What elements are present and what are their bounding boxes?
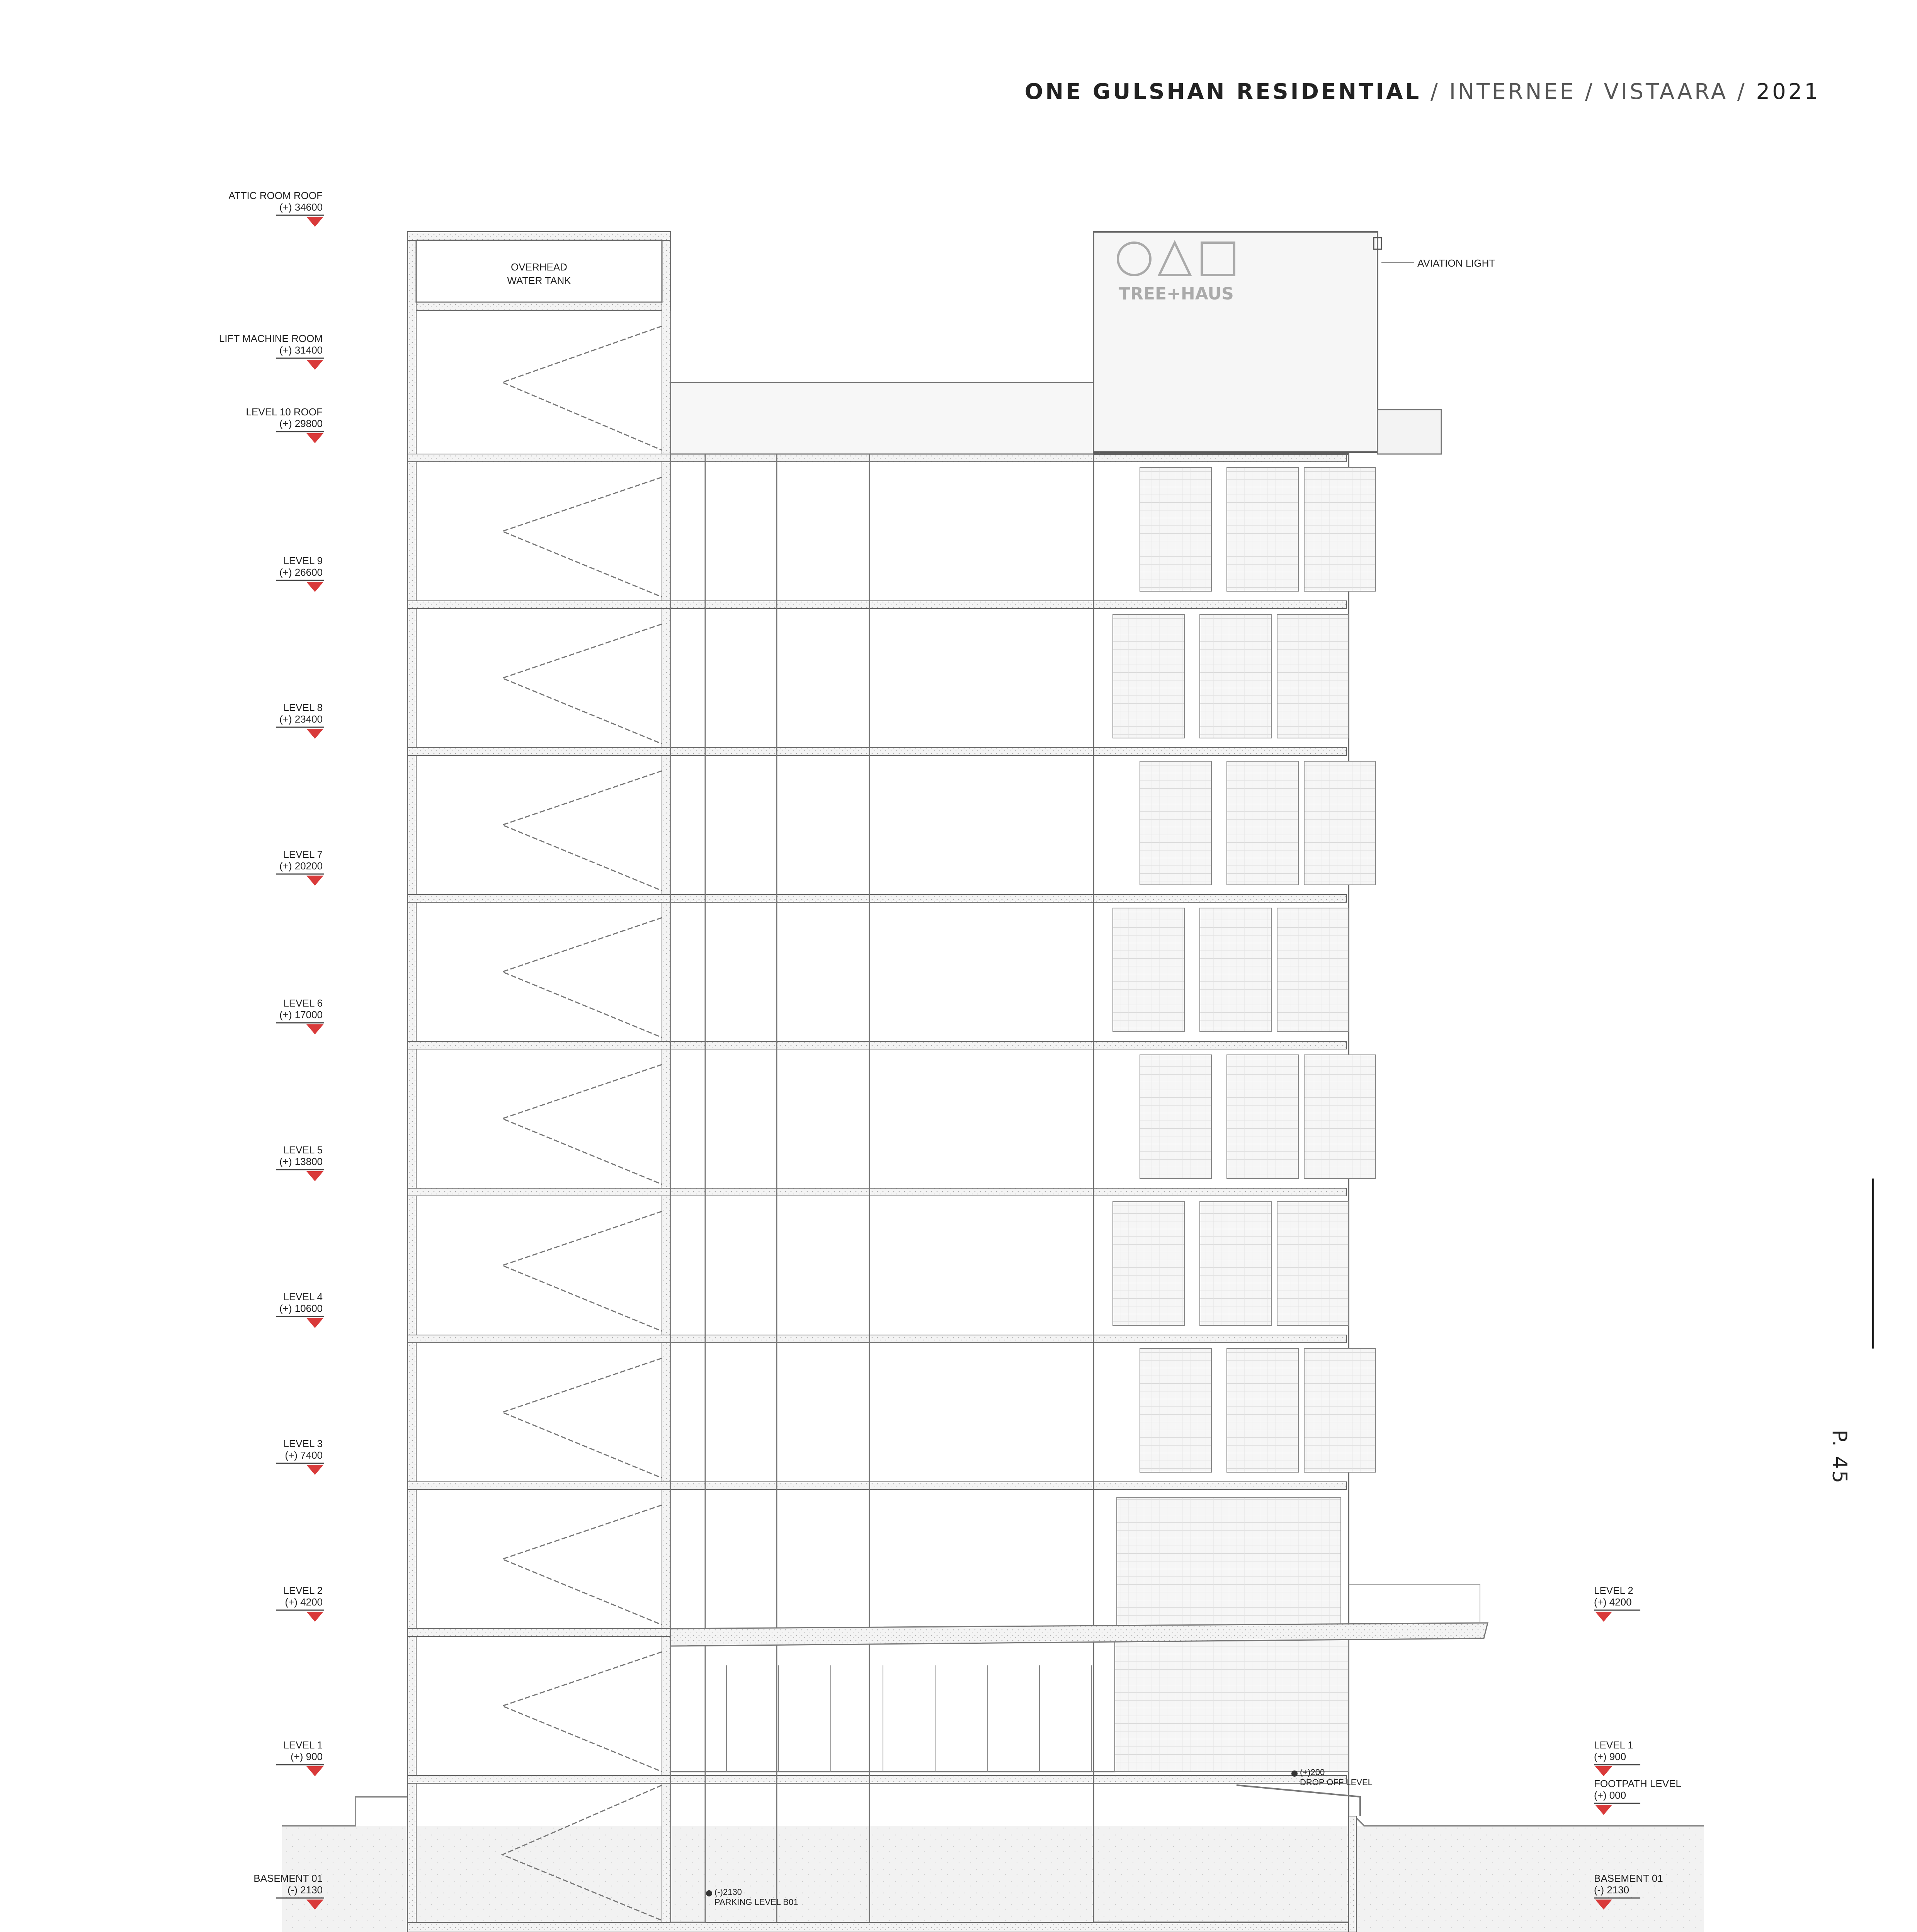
ground-fill (282, 1826, 1704, 1932)
floor-slab (408, 601, 1347, 609)
level-label: LEVEL 8 (283, 702, 323, 713)
level-marker-icon (1595, 1805, 1612, 1815)
level-label: LEVEL 1 (1594, 1739, 1633, 1751)
level-label: (+) 31400 (279, 344, 323, 356)
level-label: LEVEL 7 (283, 849, 323, 860)
level-label: (+) 10600 (279, 1303, 323, 1314)
header-separator: / (1576, 79, 1604, 104)
drop-off-label-icon (1291, 1770, 1298, 1777)
level-marker-icon (306, 217, 323, 227)
window-panel (1140, 1055, 1211, 1179)
window-panel (1140, 1349, 1211, 1472)
roof-terrace (670, 383, 1099, 454)
floor-slab (408, 1335, 1347, 1343)
level-label: (+) 000 (1594, 1789, 1626, 1801)
stair-run (502, 1211, 662, 1331)
floor-slab (408, 1776, 1347, 1783)
window-panel (1200, 614, 1271, 738)
ground-line (1354, 1816, 1704, 1826)
stair-run (502, 771, 662, 891)
floor-slab (408, 454, 1347, 462)
level-label: (+) 7400 (285, 1449, 323, 1461)
level-label: BASEMENT 01 (1594, 1872, 1663, 1884)
header-separator: / (1421, 79, 1449, 104)
level-label: (+) 13800 (279, 1156, 323, 1167)
slab (416, 302, 662, 311)
floor-slab (408, 1188, 1347, 1196)
level-label: LEVEL 9 (283, 555, 323, 566)
level-label: (+) 20200 (279, 860, 323, 872)
level-label: LEVEL 1 (283, 1739, 323, 1751)
retaining-wall (1349, 1816, 1356, 1932)
stair-flight (502, 311, 670, 454)
level-label: LEVEL 2 (283, 1585, 323, 1596)
level-marker-icon (1595, 1766, 1612, 1776)
level-marker-icon (306, 433, 323, 443)
header-separator: / (1728, 79, 1756, 104)
window-panel (1227, 1349, 1298, 1472)
level-marker-icon (306, 582, 323, 592)
stair-flight (502, 1636, 670, 1776)
stair-flight (502, 609, 670, 748)
level-marker-icon (306, 1318, 323, 1328)
core-roof (408, 232, 670, 240)
project-name: ONE GULSHAN RESIDENTIAL (1024, 79, 1422, 104)
level-label: (+) 34600 (279, 201, 323, 213)
stair-run (502, 624, 662, 744)
level-marker-icon (306, 1024, 323, 1034)
level-label: (-) 2130 (1594, 1884, 1630, 1896)
window-panel (1277, 1202, 1349, 1325)
stair-run (502, 326, 662, 450)
aviation-light-label: AVIATION LIGHT (1417, 257, 1495, 269)
window-panel (1113, 908, 1184, 1032)
level-label: (+) 4200 (1594, 1596, 1632, 1608)
stair-run (502, 918, 662, 1037)
stair-core-outline (408, 232, 670, 1932)
stair-flight (502, 1490, 670, 1629)
stair-flight (502, 902, 670, 1041)
basement-slab (408, 1922, 1356, 1932)
stair-flight (502, 755, 670, 895)
floor-slab (408, 1482, 1347, 1490)
level-label: (+) 4200 (285, 1596, 323, 1608)
stair-run (502, 1652, 662, 1772)
stair-run (502, 477, 662, 597)
cantilever-rail (1349, 1584, 1480, 1623)
cantilever-slab (670, 1623, 1488, 1646)
level-label: LEVEL 5 (283, 1144, 323, 1156)
level-label: LEVEL 4 (283, 1291, 323, 1303)
stair-flight (502, 1196, 670, 1335)
level-label: LEVEL 3 (283, 1438, 323, 1449)
level-label: LEVEL 2 (1594, 1585, 1633, 1596)
window-panel (1200, 908, 1271, 1032)
lobby-glazing (670, 1638, 1115, 1772)
stair-run (502, 1065, 662, 1184)
water-tank-label: WATER TANK (507, 275, 571, 286)
window-panel (1304, 1349, 1376, 1472)
drop-off-ramp (1237, 1785, 1360, 1816)
parking-level-label-icon (706, 1890, 712, 1896)
ground-line (282, 1797, 408, 1826)
stair-flight (502, 1343, 670, 1482)
window-panel (1277, 908, 1349, 1032)
core-wall (662, 232, 670, 1932)
level-label: (+) 17000 (279, 1009, 323, 1020)
header-role: INTERNEE (1449, 79, 1576, 104)
header-year: 2021 (1756, 79, 1820, 104)
core-wall (408, 232, 416, 1932)
level-marker-icon (306, 1171, 323, 1181)
canopy (1378, 410, 1441, 454)
stair-run (502, 1505, 662, 1625)
level-label: LEVEL 10 ROOF (246, 406, 323, 418)
level-label: ATTIC ROOM ROOF (228, 190, 323, 201)
level-marker-icon (306, 1766, 323, 1776)
level-label: LIFT MACHINE ROOM (219, 333, 323, 344)
header-company: VISTAARA (1604, 79, 1728, 104)
water-tank-label: OVERHEAD (511, 261, 567, 273)
level-marker-icon (306, 1465, 323, 1475)
window-panel (1140, 761, 1211, 885)
page-number: P. 45 (1828, 1430, 1851, 1485)
level-label: (-) 2130 (287, 1884, 323, 1896)
level-label: LEVEL 6 (283, 997, 323, 1009)
level-label: (+) 29800 (279, 418, 323, 429)
level-label: (+) 23400 (279, 713, 323, 725)
window-panel (1117, 1497, 1341, 1629)
level-marker-icon (306, 1612, 323, 1622)
stair-flight (502, 1049, 670, 1188)
stair-run (502, 1358, 662, 1478)
level-marker-icon (306, 729, 323, 739)
window-panel (1277, 614, 1349, 738)
stair-flight (502, 462, 670, 601)
level-label: FOOTPATH LEVEL (1594, 1778, 1681, 1789)
ground-floor-facade (1115, 1638, 1349, 1772)
window-panel (1304, 761, 1376, 885)
window-panel (1227, 468, 1298, 591)
level-marker-icon (306, 360, 323, 370)
logo-text: TREE+HAUS (1119, 284, 1234, 304)
attic-tower (1094, 232, 1378, 452)
window-panel (1113, 1202, 1184, 1325)
level-label: (+) 900 (290, 1751, 323, 1762)
window-panel (1200, 1202, 1271, 1325)
level-label: (+) 900 (1594, 1751, 1626, 1762)
level-label: BASEMENT 01 (253, 1872, 323, 1884)
window-panel (1227, 761, 1298, 885)
window-panel (1304, 468, 1376, 591)
building-section (282, 232, 1704, 1932)
window-panel (1140, 468, 1211, 591)
window-panel (1227, 1055, 1298, 1179)
drop-off-label: DROP OFF LEVEL (1300, 1777, 1373, 1787)
level-label: (+) 26600 (279, 566, 323, 578)
floor-slab (408, 1041, 1347, 1049)
parking-level-label: PARKING LEVEL B01 (714, 1897, 798, 1907)
floor-slab (408, 748, 1347, 755)
level-marker-icon (306, 876, 323, 886)
window-panel (1304, 1055, 1376, 1179)
window-panel (1113, 614, 1184, 738)
drop-off-label: (+)200 (1300, 1767, 1325, 1777)
parking-level-label: (-)2130 (714, 1887, 742, 1897)
level-marker-icon (1595, 1612, 1612, 1622)
floor-slab (408, 895, 1347, 902)
